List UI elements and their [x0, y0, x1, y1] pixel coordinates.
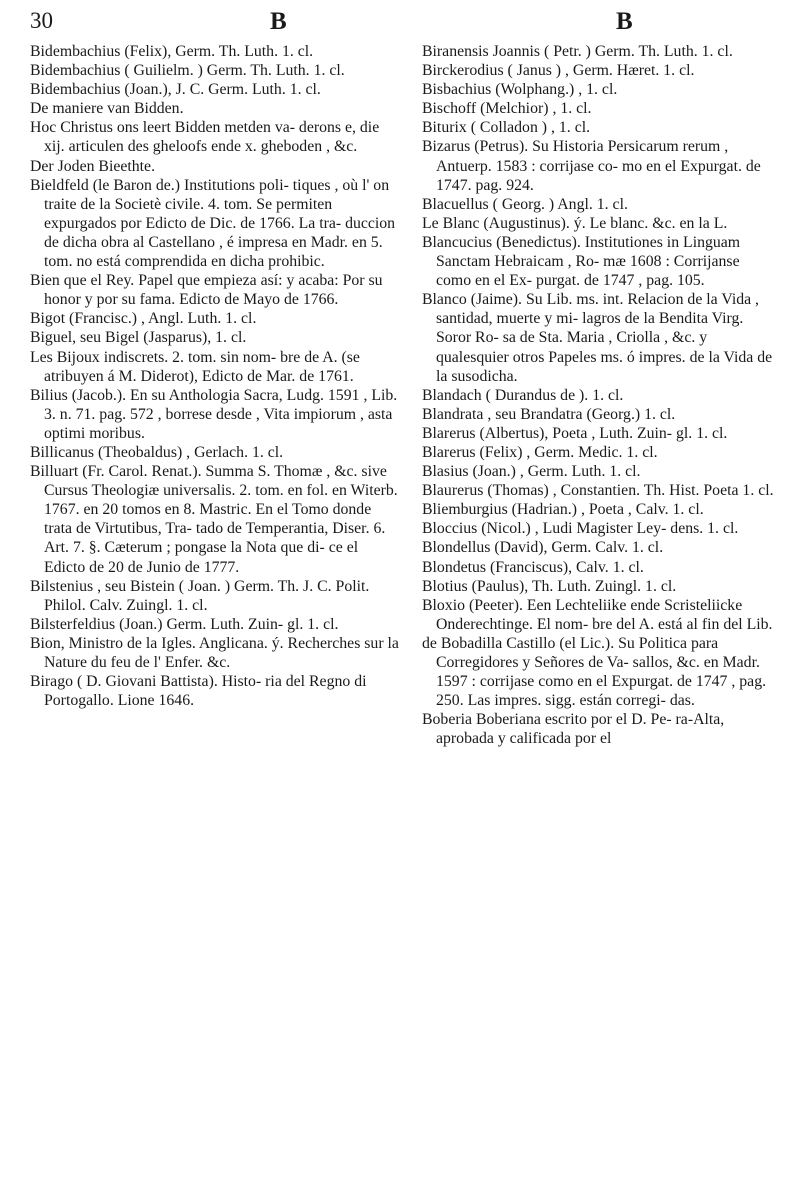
index-entry: Blandrata , seu Brandatra (Georg.) 1. cl. [422, 405, 676, 423]
index-entry: Bloxio (Peeter). Een Lechteliike ende Scristeliicke Onderechtinge. El nom- bre del A. está al fin del Lib. [422, 596, 773, 633]
index-entry: Le Blanc (Augustinus). ý. Le blanc. &c. en la L. [422, 214, 728, 232]
index-entry: Blasius (Joan.) , Germ. Luth. 1. cl. [422, 463, 641, 481]
index-entry: Blarerus (Albertus), Poeta , Luth. Zuin- gl. 1. cl. [422, 424, 728, 442]
index-entry: Bien que el Rey. Papel que empieza así: y acaba: Por su honor y por su fama. Edicto de Mayo de 1766. [30, 272, 383, 309]
headletter-left: B [270, 8, 287, 35]
index-entry: Blaurerus (Thomas) , Constantien. Th. Hist. Poeta 1. cl. [422, 482, 774, 500]
index-entry: Blanco (Jaime). Su Lib. ms. int. Relacion de la Vida , santidad, muerte y mi- lagros de la Bendita Virg. Soror Ro- sa de Sta. Maria , Criolla , &c. y qualesquier otros Papeles ms. ó impres. de la Vida de la susodicha. [422, 291, 773, 385]
index-entry: Blandach ( Durandus de ). 1. cl. [422, 386, 624, 404]
right-column [422, 42, 778, 748]
index-entry: De maniere van Bidden. [30, 100, 184, 118]
left-column [30, 42, 402, 710]
headletter-right: B [616, 8, 633, 35]
index-entry: Bilius (Jacob.). En su Anthologia Sacra, Ludg. 1591 , Lib. 3. n. 71. pag. 572 , borrese desde , Vita impiorum , asta optimi moribus. [30, 386, 398, 442]
page-number: 30 [30, 8, 53, 33]
index-entry: Bizarus (Petrus). Su Historia Persicarum rerum , Antuerp. 1583 : corrijase co- mo en el Expurgat. de 1747. pag. 924. [422, 138, 761, 194]
index-entry: Boberia Boberiana escrito por el D. Pe- ra-Alta, aprobada y calificada por el [422, 711, 725, 748]
index-entry: Bidembachius ( Guilielm. ) Germ. Th. Luth. 1. cl. [30, 62, 345, 80]
index-entry: Les Bijoux indiscrets. 2. tom. sin nom- bre de A. (se atribuyen á M. Diderot), Edicto de Mar. de 1761. [30, 348, 360, 385]
index-entry: Billicanus (Theobaldus) , Gerlach. 1. cl. [30, 443, 284, 461]
index-entry: Blondetus (Franciscus), Calv. 1. cl. [422, 558, 644, 576]
index-entry: Bidembachius (Joan.), J. C. Germ. Luth. 1. cl. [30, 81, 321, 99]
index-entry: Blondellus (David), Germ. Calv. 1. cl. [422, 539, 664, 557]
page-header [30, 8, 770, 42]
index-entry: Bisbachius (Wolphang.) , 1. cl. [422, 81, 618, 99]
index-entry: Bilstenius , seu Bistein ( Joan. ) Germ. Th. J. C. Polit. Philol. Calv. Zuingl. 1. cl. [30, 577, 370, 614]
index-entry: Blarerus (Felix) , Germ. Medic. 1. cl. [422, 443, 658, 461]
index-entry: Birckerodius ( Janus ) , Germ. Hæret. 1. cl. [422, 62, 695, 80]
index-entry: Biturix ( Colladon ) , 1. cl. [422, 119, 591, 137]
index-entry: Bloccius (Nicol.) , Ludi Magister Ley- dens. 1. cl. [422, 520, 739, 538]
index-entry: Der Joden Bieethte. [30, 157, 156, 175]
index-entry: Bion, Ministro de la Igles. Anglicana. ý. Recherches sur la Nature du feu de l' Enfer. &c. [30, 634, 399, 671]
index-entry: Bischoff (Melchior) , 1. cl. [422, 100, 592, 118]
index-entry: Biguel, seu Bigel (Jasparus), 1. cl. [30, 329, 247, 347]
index-entry: Bidembachius (Felix), Germ. Th. Luth. 1. cl. [30, 43, 314, 60]
index-entry: Blacuellus ( Georg. ) Angl. 1. cl. [422, 195, 628, 213]
index-entry: Bliemburgius (Hadrian.) , Poeta , Calv. 1. cl. [422, 501, 704, 519]
index-entry: Blotius (Paulus), Th. Luth. Zuingl. 1. cl. [422, 577, 677, 595]
index-entry: Birago ( D. Giovani Battista). Histo- ria del Regno di Portogallo. Lione 1646. [30, 673, 367, 710]
index-entry: Hoc Christus ons leert Bidden metden va- derons e, die xij. articulen des gheloofs ende x. gheboden , &c. [30, 119, 380, 156]
index-entry: Bilsterfeldius (Joan.) Germ. Luth. Zuin- gl. 1. cl. [30, 615, 339, 633]
index-entry: Billuart (Fr. Carol. Renat.). Summa S. Thomæ , &c. sive Cursus Theologiæ universalis. 2. tom. en fol. en Witerb. 1767. en 20 tomos en 8. Mastric. En el Tomo donde trata de Virtutibus, Tra- tado de Temperantia, Diser. 6. Art. 7. §. Cæterum ; pongase la Nota que di- ce el Edicto de 20 de Junio de 1777. [30, 463, 398, 576]
index-entry: Blancucius (Benedictus). Institutiones in Linguam Sanctam Hebraicam , Ro- mæ 1608 : Corrijanse como en el Ex- purgat. de 1747 , pag. 105. [422, 233, 741, 290]
index-entry: Biranensis Joannis ( Petr. ) Germ. Th. Luth. 1. cl. [422, 43, 733, 60]
index-entry: Bieldfeld (le Baron de.) Institutions poli- tiques , où l' on traite de la Societè civile. 4. tom. Se permiten expurgados por Edicto de Dic. de 1766. La tra- duccion de dicha obra al Castellano , é impresa en Madr. en 5. tom. no está comprendida en dicha prohibic. [30, 176, 396, 271]
index-entry: de Bobadilla Castillo (el Lic.). Su Politica para Corregidores y Señores de Va- sallos, &c. en Madr. 1597 : corrijase como en el Expurgat. de 1747 , pag. 250. Las impres. sigg. están corregi- das. [422, 634, 767, 710]
index-entry: Bigot (Francisc.) , Angl. Luth. 1. cl. [30, 310, 257, 328]
